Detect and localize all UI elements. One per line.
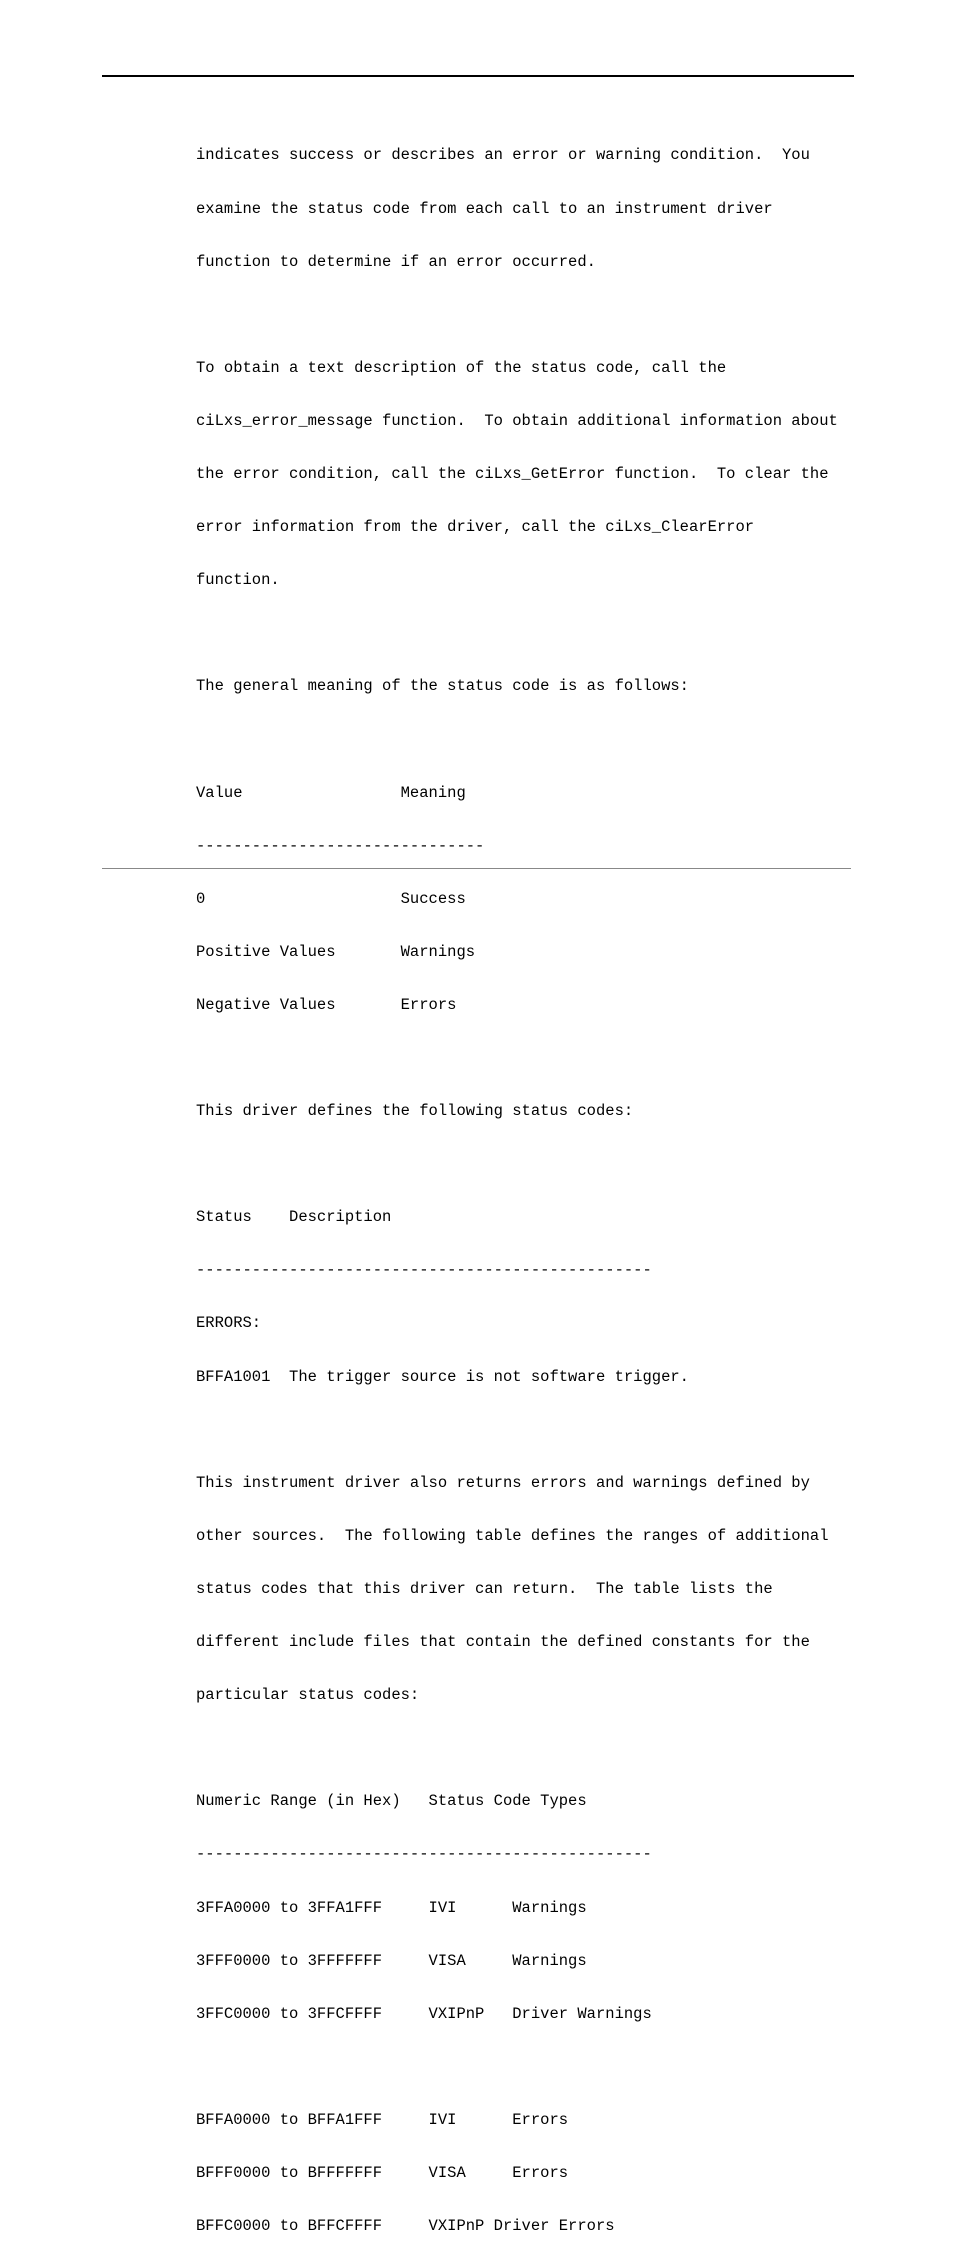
text-line: different include files that contain the defined constants for the [196, 1633, 810, 1652]
blank-line [196, 1050, 856, 1068]
range-table-row: 3FFA0000 to 3FFA1FFF IVI Warnings [196, 1898, 587, 1917]
text-line: To obtain a text description of the status code, call the [196, 358, 727, 377]
blank-line [196, 1156, 856, 1174]
range-table-row: 3FFC0000 to 3FFCFFFF VXIPnP Driver Warnings [196, 2004, 652, 2023]
meaning-table-row: Positive Values Warnings [196, 942, 476, 961]
range-table-rule: ------------------------------------------------- [196, 1845, 652, 1864]
meaning-table-row: 0 Success [196, 889, 466, 908]
text-line: This instrument driver also returns errors and warnings defined by [196, 1473, 810, 1492]
range-table-row: BFFC0000 to BFFCFFFF VXIPnP Driver Errors [196, 2217, 615, 2236]
text-line: indicates success or describes an error or warning condition. You [196, 146, 810, 165]
blank-line [196, 1740, 856, 1758]
text-line: function. [196, 571, 280, 590]
text-line: function to determine if an error occurred. [196, 252, 596, 271]
range-table-row: BFFA0000 to BFFA1FFF IVI Errors [196, 2110, 569, 2129]
text-line: the error condition, call the ciLxs_GetError function. To clear the [196, 464, 829, 483]
blank-line [196, 1422, 856, 1440]
footer-rule [102, 868, 851, 869]
text-line: This driver defines the following status codes: [196, 1102, 634, 1121]
document-body [196, 112, 856, 2253]
text-line: error information from the driver, call the ciLxs_ClearError [196, 518, 755, 537]
text-line: particular status codes: [196, 1686, 420, 1705]
blank-line [196, 625, 856, 643]
range-table-header: Numeric Range (in Hex) Status Code Types [196, 1792, 587, 1811]
blank-line [196, 731, 856, 749]
meaning-table-row: Negative Values Errors [196, 995, 457, 1014]
text-line: examine the status code from each call to an instrument driver [196, 199, 773, 218]
text-line: other sources. The following table defines the ranges of additional [196, 1526, 829, 1545]
text-line: status codes that this driver can return. The table lists the [196, 1579, 773, 1598]
blank-line [196, 2059, 856, 2077]
blank-line [196, 307, 856, 325]
text-line: The general meaning of the status code is as follows: [196, 677, 689, 696]
range-table-row: BFFF0000 to BFFFFFFF VISA Errors [196, 2163, 569, 2182]
status-table-row: BFFA1001 The trigger source is not software trigger. [196, 1367, 689, 1386]
meaning-table-rule: ------------------------------- [196, 836, 485, 855]
header-rule [102, 75, 854, 77]
meaning-table-header: Value Meaning [196, 783, 466, 802]
status-table-rule: ------------------------------------------------- [196, 1261, 652, 1280]
status-table-section: ERRORS: [196, 1314, 262, 1333]
status-table-header: Status Description [196, 1208, 392, 1227]
text-line: ciLxs_error_message function. To obtain additional information about [196, 411, 838, 430]
range-table-row: 3FFF0000 to 3FFFFFFF VISA Warnings [196, 1951, 587, 1970]
